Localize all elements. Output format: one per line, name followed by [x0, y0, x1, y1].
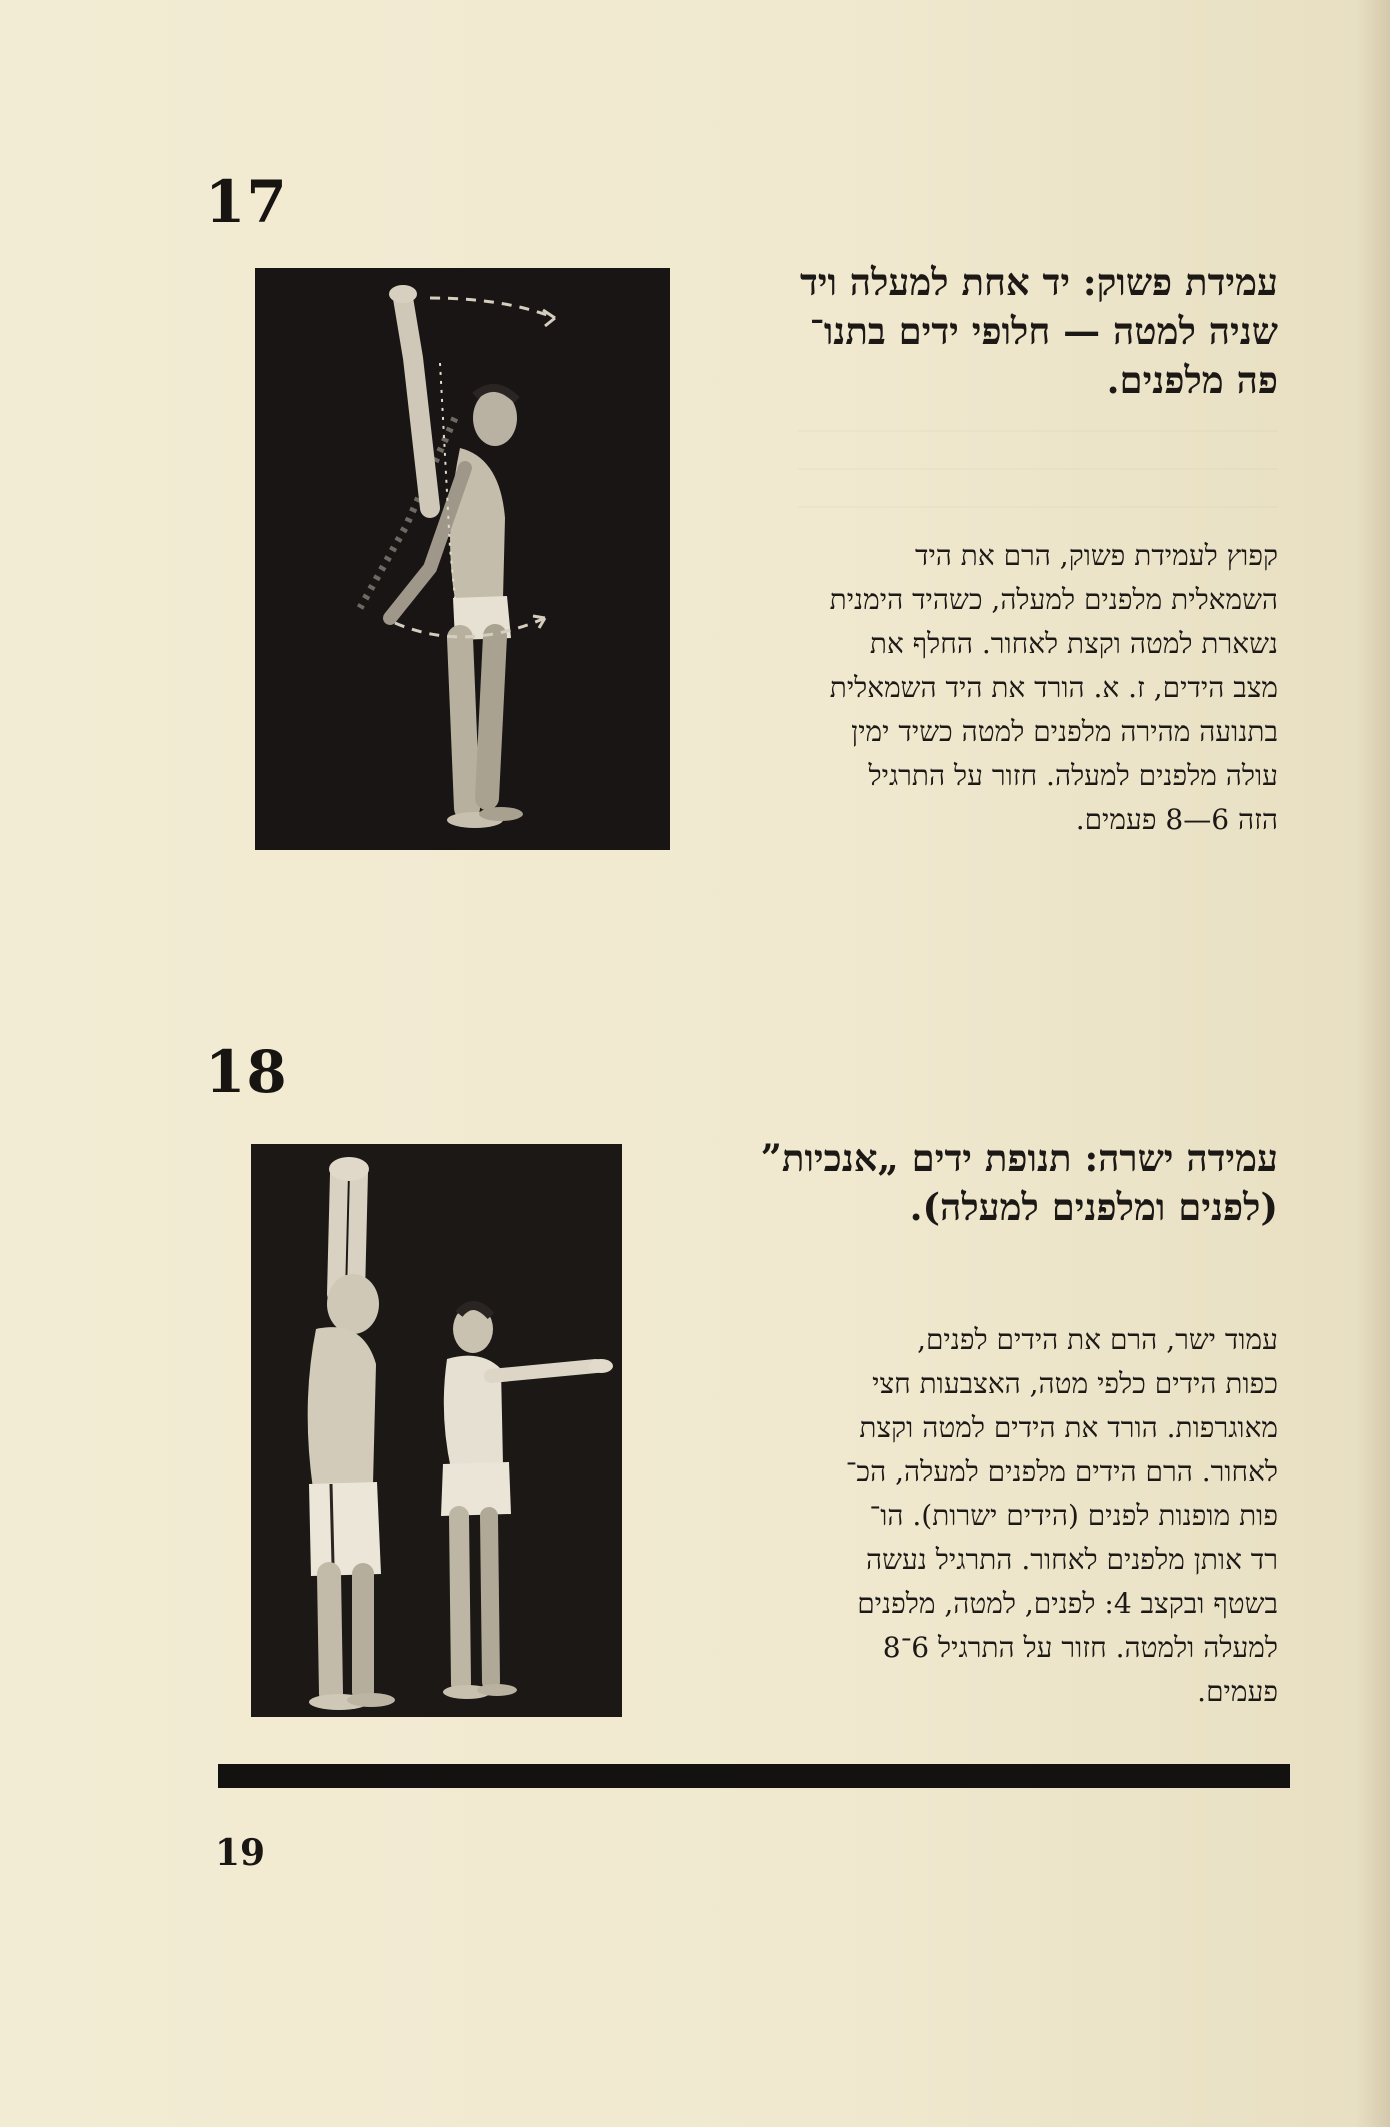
exercise-18-body-line: כפות הידים כלפי מטה, האצבעות חצי — [872, 1367, 1278, 1400]
exercise-17-instructions — [718, 534, 1278, 842]
exercise-18-photo — [251, 1144, 622, 1717]
exercise-18-body-line: לאחור. הרם הידים מלפנים למעלה, הכ־ — [845, 1455, 1278, 1488]
exercise-17-title-line: שניה למטה — חלופי ידים בתנו־ — [809, 309, 1278, 353]
exercise-18-title-line: עמידה ישרה: תנופת ידים „אנכיות” — [760, 1136, 1278, 1180]
exercise-17-body-line: נשארת למטה וקצת לאחור. החלף את — [869, 627, 1278, 660]
exercise-17-body-line: קפוץ לעמידת פשוק, הרם את היד — [914, 539, 1278, 572]
exercise-18-title — [718, 1134, 1278, 1232]
page-edge-shadow — [1356, 0, 1390, 2127]
exercise-17-title-line: עמידת פשוק: יד אחת למעלה ויד — [799, 260, 1278, 304]
exercise-17-title-line: פה מלפנים. — [1106, 358, 1278, 402]
exercise-17-body-line: השמאלית מלפנים למעלה, כשהיד הימנית — [829, 583, 1278, 616]
exercise-17-body-line: בתנועה מהירה מלפנים למטה כשיד ימין — [851, 715, 1278, 748]
exercise-18-body-line: עמוד ישר, הרם את הידים לפנים, — [917, 1323, 1278, 1356]
exercise-18-body-line: רד אותן מלפנים לאחור. התרגיל נעשה — [866, 1543, 1278, 1576]
exercise-17-body-line: מצב הידים, ז. א. הורד את היד השמאלית — [829, 671, 1278, 704]
exercise-18-title-line: (לפנים ומלפנים למעלה). — [909, 1185, 1278, 1229]
exercise-18-number: 18 — [205, 1038, 288, 1106]
exercise-17-number: 17 — [205, 168, 288, 236]
exercise-18-body-line: מאוגרפות. הורד את הידים למטה וקצת — [859, 1411, 1278, 1444]
exercise-17-body-line: עולה מלפנים למעלה. חזור על התרגיל — [868, 759, 1278, 792]
exercise-17-title — [718, 258, 1278, 405]
exercise-18-instructions — [718, 1318, 1278, 1714]
exercise-18-body-line: בשטף ובקצב 4: לפנים, למטה, מלפנים — [857, 1587, 1278, 1620]
section-divider-bar — [218, 1764, 1290, 1788]
exercise-18-figures-illustration — [251, 1144, 622, 1717]
exercise-17-figure-illustration — [255, 268, 670, 850]
exercise-18-body-line: למעלה ולמטה. חזור על התרגיל 6־8 — [882, 1631, 1278, 1664]
show-through-text — [798, 418, 1278, 508]
exercise-17-body-line: הזה 6—8 פעמים. — [1075, 803, 1278, 836]
exercise-18-body-line: פעמים. — [1197, 1675, 1278, 1708]
page-number: 19 — [215, 1832, 266, 1874]
exercise-17-photo — [255, 268, 670, 850]
exercise-18-body-line: פות מופנות לפנים (הידים ישרות). הו־ — [869, 1499, 1278, 1532]
